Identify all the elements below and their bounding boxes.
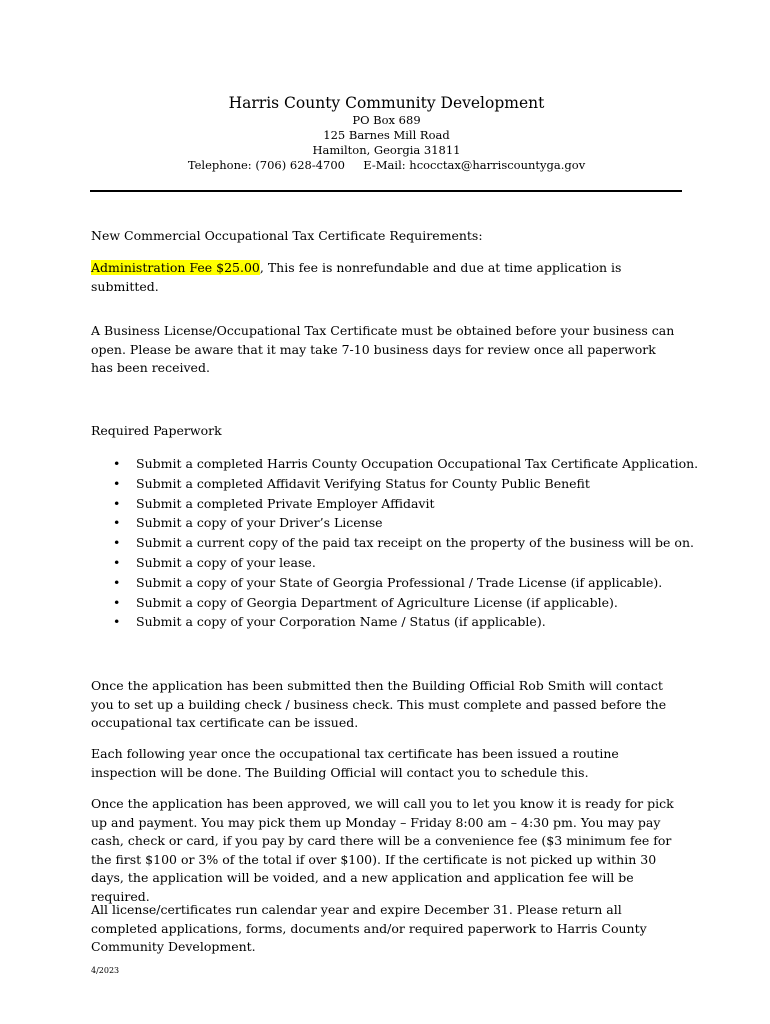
contact-line: Telephone: (706) 628-4700 E-Mail: hcocctax@harriscountyga.gov: [187, 158, 586, 172]
list-item-text: Submit a completed Affidavit Verifying Status for County Public Benefit: [136, 475, 590, 491]
address-city: Hamilton, Georgia 31811: [312, 143, 461, 157]
annual-inspection-paragraph: Each following year once the occupational tax certificate has been issued a routine inspection will be done. The Building Official will contact you to schedule this.: [91, 746, 619, 780]
list-item-text: Submit a copy of your Driver’s License: [136, 515, 383, 531]
paperwork-heading: Required Paperwork: [91, 423, 222, 438]
list-item: [91, 474, 681, 494]
address-po-box: PO Box 689: [352, 113, 421, 127]
org-name: Harris County Community Development: [228, 94, 545, 112]
bullet-icon: •: [113, 475, 121, 491]
expiry-paragraph: All license/certificates run calendar year and expire December 31. Please return all completed applications, forms, documents and/or required paperwork to Harris County Community Development.: [91, 902, 647, 954]
list-item-text: Submit a completed Harris County Occupation Occupational Tax Certificate Application.: [136, 456, 699, 471]
list-item-text: Submit a copy of Georgia Department of Agriculture License (if applicable).: [136, 594, 618, 610]
revision-date: 4/2023: [91, 966, 120, 975]
bullet-icon: •: [113, 515, 121, 531]
bullet-icon: •: [113, 594, 121, 610]
pickup-paragraph: Once the application has been approved, we will call you to let you know it is ready for pick up and payment. You may pick them up Monday – Friday 8:00 am – 4:30 pm. You may pay cash, check or card, if you pay by card there will be a convenience fee ($3 minimum fee for the first $100 or 3% of the total if over $100). If the certificate is not picked up within 30 days, the application will be voided, and a new application and application fee will be required.: [91, 796, 674, 904]
list-item: [91, 494, 681, 514]
license-paragraph: A Business License/Occupational Tax Certificate must be obtained before your business can open. Please be aware that it may take 7-10 business days for review once all paperwork has been received.: [91, 323, 675, 375]
paperwork-list: [91, 454, 699, 632]
letterhead: [91, 0, 682, 173]
bullet-icon: •: [113, 574, 121, 590]
bullet-icon: •: [113, 456, 121, 471]
bullet-icon: •: [113, 554, 121, 570]
list-item-text: Submit a copy of your lease.: [136, 554, 316, 570]
address-street: 125 Barnes Mill Road: [323, 128, 450, 142]
list-item-text: Submit a copy of your State of Georgia Professional / Trade License (if applicable).: [136, 574, 663, 590]
list-item: [91, 533, 694, 553]
list-item-text: Submit a copy of your Corporation Name / Status (if applicable).: [136, 614, 546, 630]
list-item: [91, 513, 681, 533]
fee-line: [91, 259, 681, 296]
list-item-text: Submit a current copy of the paid tax receipt on the property of the business will be on.: [136, 535, 694, 551]
list-item: [91, 454, 699, 474]
list-item: [91, 612, 681, 632]
requirements-heading: New Commercial Occupational Tax Certificate Requirements:: [91, 228, 483, 243]
list-item-text: Submit a completed Private Employer Affidavit: [136, 495, 435, 511]
header-divider: [90, 190, 682, 192]
fee-rest: , This fee is nonrefundable and due at time application is submitted.: [91, 260, 622, 294]
bullet-icon: •: [113, 495, 121, 511]
list-item: [91, 553, 681, 573]
paperwork-list-container: [91, 454, 699, 632]
fee-highlight: Administration Fee $25.00: [91, 260, 260, 275]
list-item: [91, 573, 681, 593]
bullet-icon: •: [113, 614, 121, 630]
bullet-icon: •: [113, 535, 121, 551]
inspection-paragraph: Once the application has been submitted then the Building Official Rob Smith will contact you to set up a building check / business check. This must complete and passed before the occupational tax certificate can be issued.: [91, 678, 667, 730]
list-item: [91, 593, 681, 613]
